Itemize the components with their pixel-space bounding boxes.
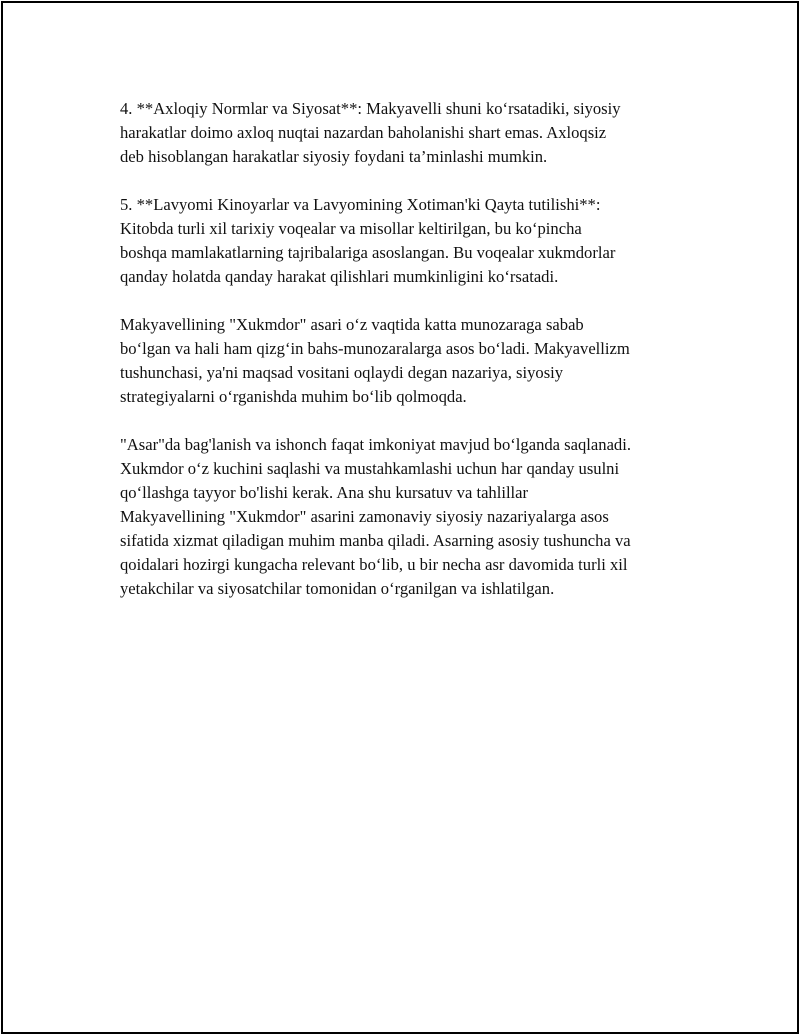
text-line: harakatlar doimo axloq nuqtai nazardan baholanishi shart emas. Axloqsiz	[120, 123, 607, 142]
text-line: qoidalari hozirgi kungacha relevant bo‘lib, u bir necha asr davomida turli xil	[120, 555, 628, 574]
text-line: strategiyalarni o‘rganishda muhim bo‘lib qolmoqda.	[120, 387, 467, 406]
text-line: "Asar"da bag'lanish va ishonch faqat imkoniyat mavjud bo‘lganda saqlanadi.	[120, 435, 631, 454]
text-line: Xukmdor o‘z kuchini saqlashi va mustahkamlashi uchun har qanday usulni	[120, 459, 620, 478]
paragraph	[120, 97, 700, 169]
text-line: qo‘llashga tayyor bo'lishi kerak. Ana shu kursatuv va tahlillar	[120, 483, 529, 502]
paragraph	[120, 433, 700, 601]
paragraph	[120, 193, 700, 289]
paragraph	[120, 313, 700, 409]
document-body	[120, 97, 700, 625]
text-line: 5. **Lavyomi Kinoyarlar va Lavyomining Xotiman'ki Qayta tutilishi**:	[120, 195, 601, 214]
text-line: deb hisoblangan harakatlar siyosiy foydani ta’minlashi mumkin.	[120, 147, 548, 166]
text-line: bo‘lgan va hali ham qizg‘in bahs-munozaralarga asos bo‘ladi. Makyavellizm	[120, 339, 630, 358]
document-page	[1, 1, 799, 1034]
text-line: 4. **Axloqiy Normlar va Siyosat**: Makyavelli shuni ko‘rsatadiki, siyosiy	[120, 99, 621, 118]
text-line: yetakchilar va siyosatchilar tomonidan o‘rganilgan va ishlatilgan.	[120, 579, 555, 598]
text-line: boshqa mamlakatlarning tajribalariga asoslangan. Bu voqealar xukmdorlar	[120, 243, 616, 262]
text-line: sifatida xizmat qiladigan muhim manba qiladi. Asarning asosiy tushuncha va	[120, 531, 631, 550]
text-line: tushunchasi, ya'ni maqsad vositani oqlaydi degan nazariya, siyosiy	[120, 363, 564, 382]
text-line: Kitobda turli xil tarixiy voqealar va misollar keltirilgan, bu ko‘pincha	[120, 219, 582, 238]
text-line: Makyavellining "Xukmdor" asarini zamonaviy siyosiy nazariyalarga asos	[120, 507, 609, 526]
text-line: Makyavellining "Xukmdor" asari o‘z vaqtida katta munozaraga sabab	[120, 315, 584, 334]
text-line: qanday holatda qanday harakat qilishlari mumkinligini ko‘rsatadi.	[120, 267, 559, 286]
